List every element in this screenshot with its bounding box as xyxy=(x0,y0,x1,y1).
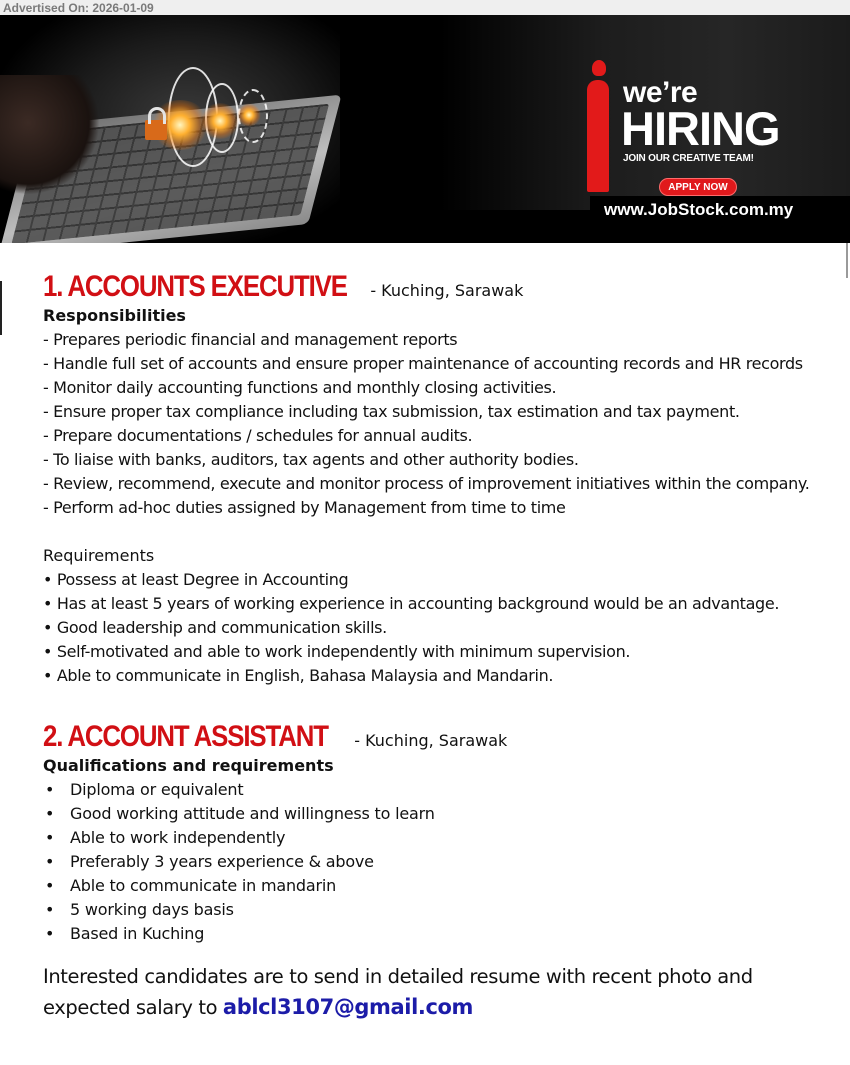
padlock-icon xyxy=(145,120,167,140)
list-item-text: Able to communicate in mandarin xyxy=(70,876,337,895)
responsibilities-heading: Responsibilities xyxy=(43,306,186,325)
job-2-section xyxy=(43,720,848,946)
job-title: 1. ACCOUNTS EXECUTIVE xyxy=(43,270,347,303)
application-instructions xyxy=(43,962,843,1023)
divider xyxy=(0,281,2,335)
list-item-text: Based in Kuching xyxy=(70,924,205,943)
qualifications-heading: Qualifications and requirements xyxy=(43,756,334,775)
person-i-icon-body xyxy=(587,80,609,192)
list-item-text: Good working attitude and willingness to learn xyxy=(70,804,435,823)
list-item xyxy=(43,850,848,874)
banner-tagline: JOIN OUR CREATIVE TEAM! xyxy=(623,153,754,164)
bullet-icon: • xyxy=(45,780,55,799)
list-item xyxy=(43,874,848,898)
list-item: • Good leadership and communication skills. xyxy=(43,618,387,637)
list-item: - Prepare documentations / schedules for annual audits. xyxy=(43,426,473,445)
advertised-on-date: Advertised On: 2026-01-09 xyxy=(0,0,850,15)
list-item xyxy=(43,826,848,850)
list-item-text: Able to work independently xyxy=(70,828,286,847)
list-item xyxy=(43,922,848,946)
list-item: - Review, recommend, execute and monitor process of improvement initiatives within the company. xyxy=(43,474,810,493)
list-item-text: 5 working days basis xyxy=(70,900,234,919)
list-item: • Self-motivated and able to work independently with minimum supervision. xyxy=(43,642,631,661)
list-item: - Perform ad-hoc duties assigned by Management from time to time xyxy=(43,498,566,517)
list-item xyxy=(43,778,848,802)
person-i-icon xyxy=(592,60,606,76)
list-item: - Prepares periodic financial and management reports xyxy=(43,330,458,349)
bullet-icon: • xyxy=(45,804,55,823)
list-item-text: Preferably 3 years experience & above xyxy=(70,852,374,871)
list-item xyxy=(43,898,848,922)
list-item: • Possess at least Degree in Accounting xyxy=(43,570,349,589)
contact-email-link[interactable]: ablcl3107@gmail.com xyxy=(222,995,474,1019)
job-1-section xyxy=(43,270,848,688)
list-item: - Monitor daily accounting functions and monthly closing activities. xyxy=(43,378,557,397)
website-url[interactable]: www.JobStock.com.my xyxy=(590,196,850,224)
list-item: - Ensure proper tax compliance including tax submission, tax estimation and tax payment. xyxy=(43,402,740,421)
list-item: - Handle full set of accounts and ensure proper maintenance of accounting records and HR records xyxy=(43,354,803,373)
light-glow xyxy=(237,103,261,127)
bullet-icon: • xyxy=(45,876,55,895)
bullet-icon: • xyxy=(45,852,55,871)
apply-now-button[interactable]: APPLY NOW xyxy=(659,178,737,196)
list-item: • Able to communicate in English, Bahasa Malaysia and Mandarin. xyxy=(43,666,554,685)
light-glow xyxy=(200,103,240,139)
list-item xyxy=(43,802,848,826)
list-item-text: Diploma or equivalent xyxy=(70,780,244,799)
banner-were: we’re xyxy=(623,76,698,109)
bullet-icon: • xyxy=(45,828,55,847)
banner-hiring: HIRING xyxy=(621,102,780,155)
list-item: • Has at least 5 years of working experience in accounting background would be an advantage. xyxy=(43,594,780,613)
job-title: 2. ACCOUNT ASSISTANT xyxy=(43,720,328,753)
list-item: - To liaise with banks, auditors, tax agents and other authority bodies. xyxy=(43,450,579,469)
banner-photo xyxy=(0,15,340,243)
requirements-heading: Requirements xyxy=(43,546,155,565)
bullet-icon: • xyxy=(45,900,55,919)
instructions-text: Interested candidates are to send in detailed resume with recent photo and expected salary to xyxy=(43,965,753,1019)
job-location: - Kuching, Sarawak xyxy=(354,731,508,750)
job-location: - Kuching, Sarawak xyxy=(370,281,524,300)
hand-graphic xyxy=(0,75,100,195)
bullet-icon: • xyxy=(45,924,55,943)
